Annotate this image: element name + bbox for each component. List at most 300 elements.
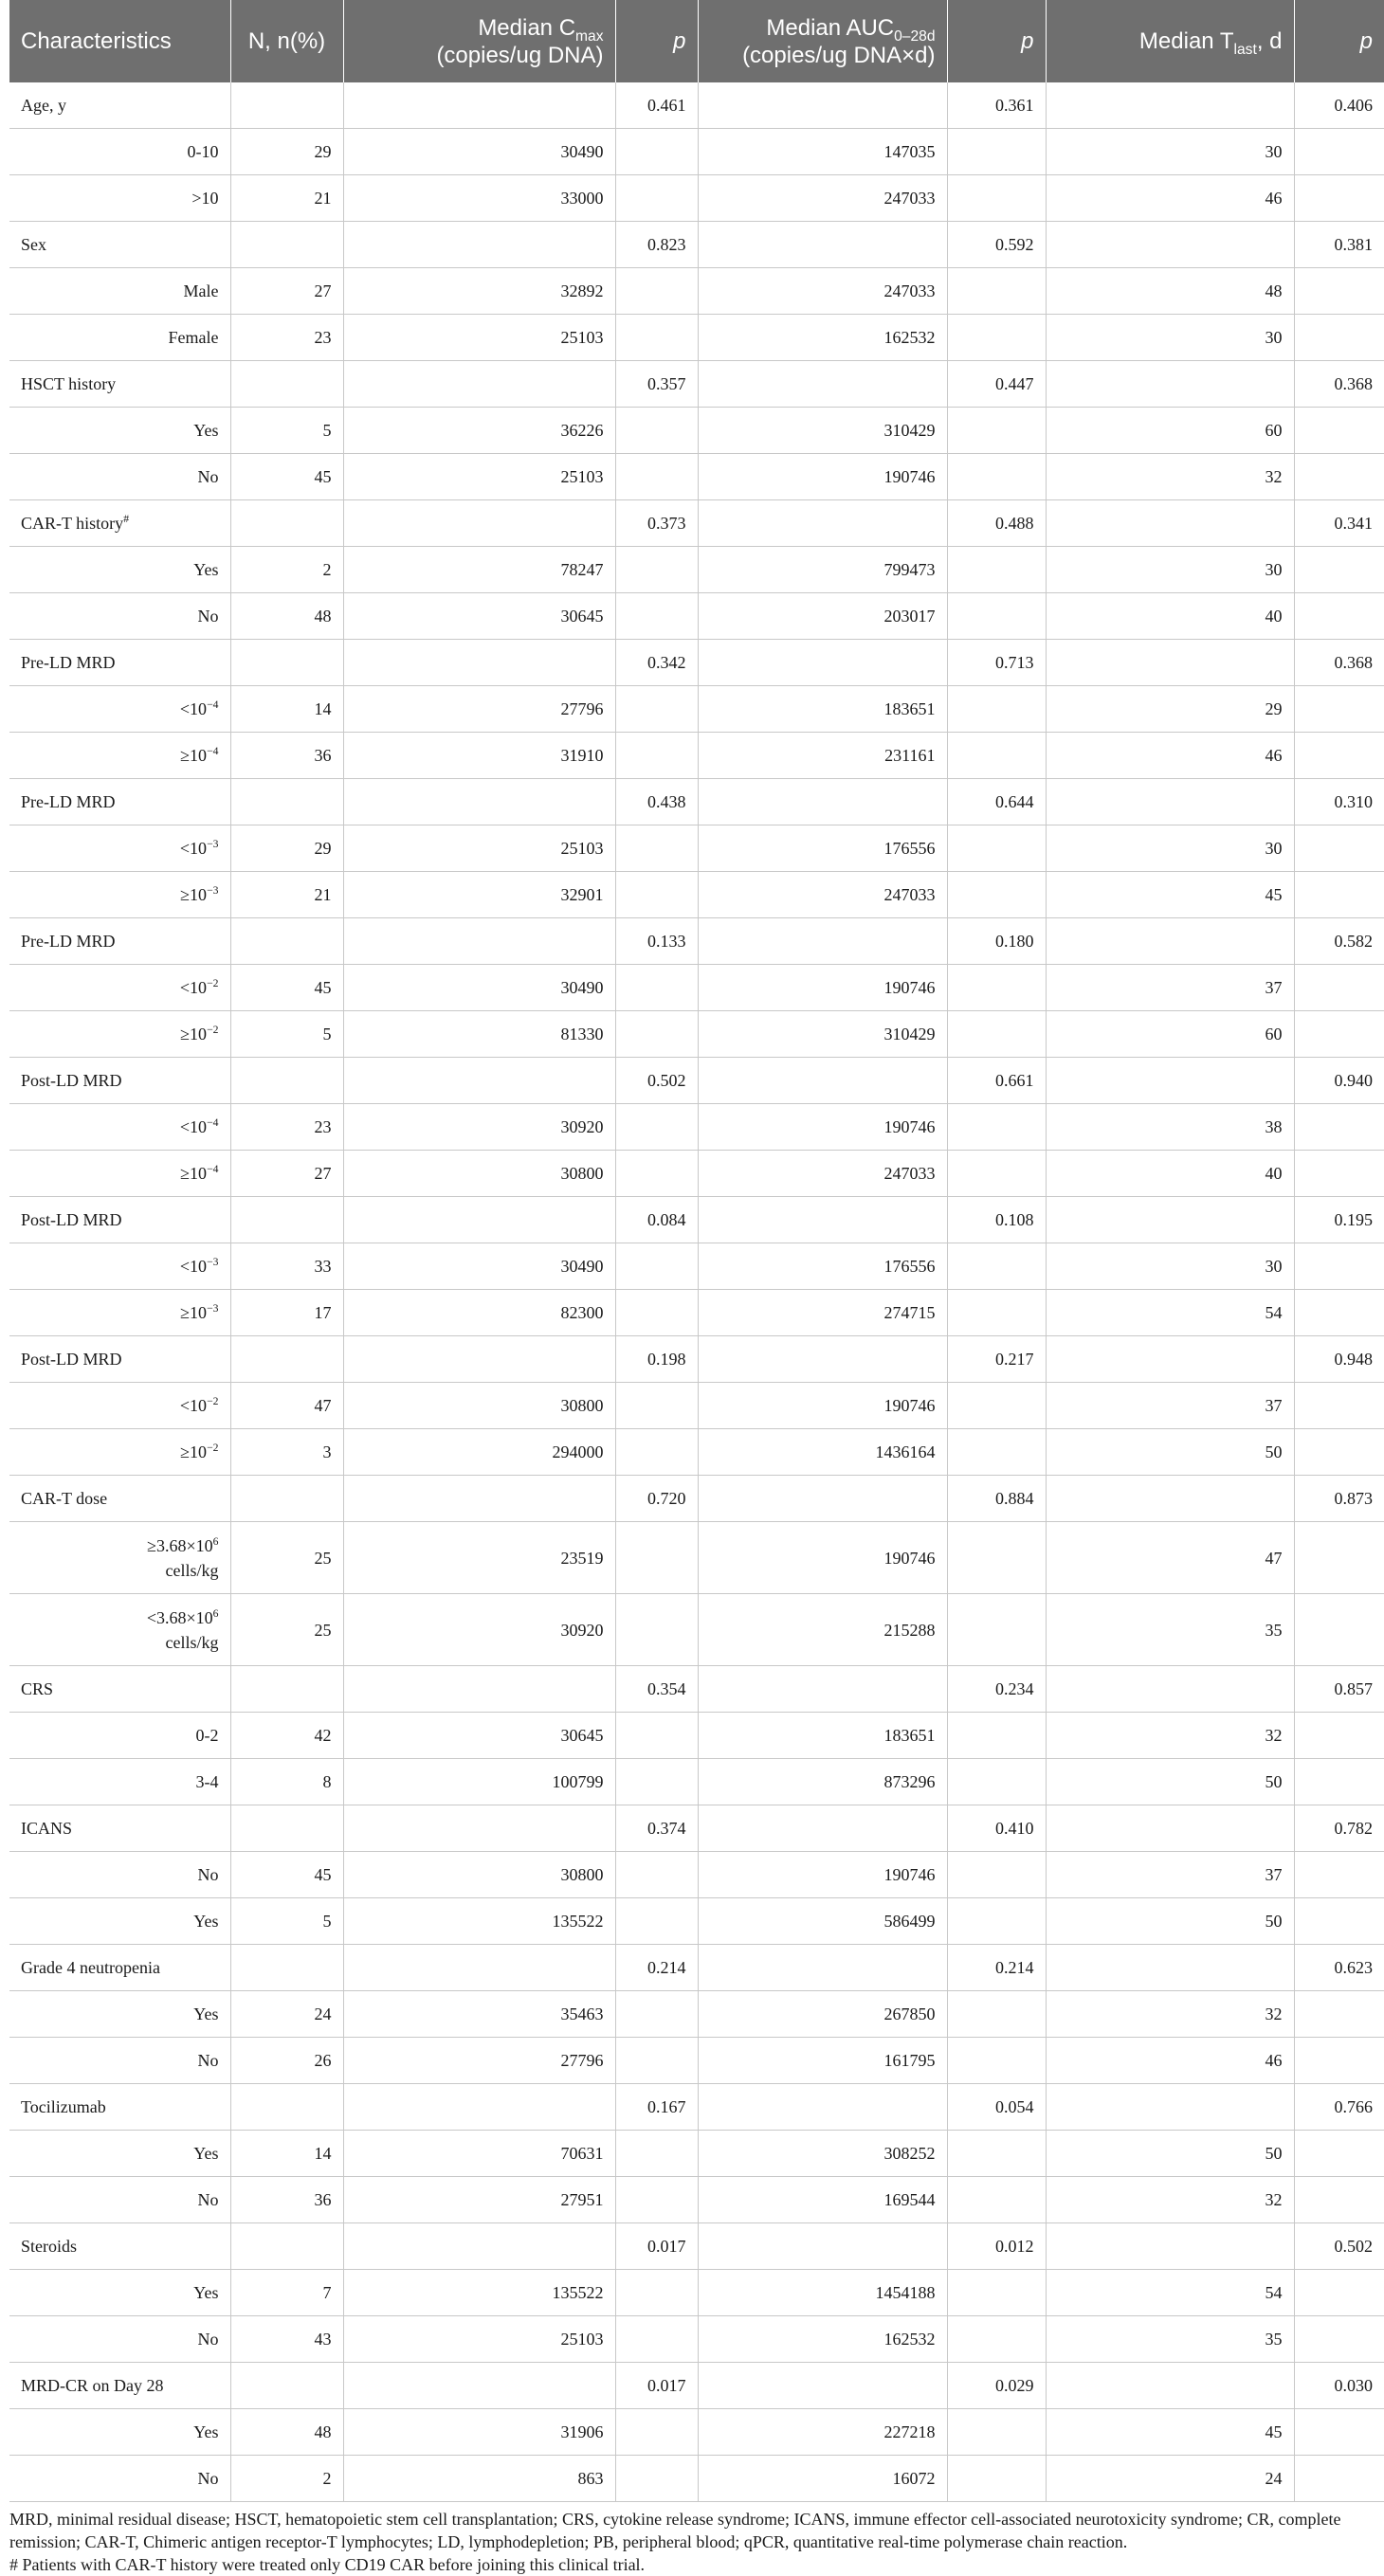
cell-auc: 169544: [698, 2177, 947, 2223]
characteristic-label: No: [197, 607, 219, 626]
cell-cmax: [343, 500, 615, 547]
cell-n: 27: [230, 268, 343, 315]
characteristic-label: ≥10: [180, 1164, 208, 1183]
cell-tlast: 60: [1046, 1011, 1294, 1058]
table-row-group: [9, 1336, 1384, 1383]
cell-characteristic: [9, 315, 230, 361]
cell-tlast: [1046, 361, 1294, 408]
characteristic-label: Grade 4 neutropenia: [21, 1958, 160, 1977]
cell-cmax: 294000: [343, 1429, 615, 1476]
characteristic-superscript: −4: [207, 1116, 219, 1129]
header-p-tlast: p: [1294, 0, 1384, 82]
cell-tlast: [1046, 779, 1294, 825]
cell-cmax: [343, 82, 615, 129]
cell-p-auc: 0.214: [947, 1945, 1046, 1991]
cell-auc: [698, 361, 947, 408]
cell-p-tlast: 0.310: [1294, 779, 1384, 825]
cell-p-cmax: [615, 965, 698, 1011]
characteristic-label: <10: [179, 699, 208, 718]
cell-p-cmax: 0.354: [615, 1666, 698, 1713]
footnote-abbreviations: MRD, minimal residual disease; HSCT, hematopoietic stem cell transplantation; CRS, cytokine release syndrome; ICANS, immune effector cell-associated neurotoxicity syndrome; CR, complete remission; CAR-T, Chimeric antigen receptor-T lymphocytes; LD, lymphodepletion; PB, peripheral blood; qPCR, quantitative real-time polymerase chain reaction.: [9, 2510, 1341, 2551]
table-row-subgroup: [9, 315, 1384, 361]
cell-p-tlast: 0.368: [1294, 640, 1384, 686]
cell-p-cmax: [615, 547, 698, 593]
table-row-group: [9, 500, 1384, 547]
cell-cmax: [343, 361, 615, 408]
cell-tlast: 29: [1046, 686, 1294, 733]
table-row-group: [9, 222, 1384, 268]
cell-auc: [698, 1805, 947, 1852]
table-container: [9, 0, 1384, 2576]
cell-p-auc: [947, 129, 1046, 175]
characteristic-label: ≥10: [180, 1442, 208, 1461]
characteristic-label: <10: [179, 839, 208, 858]
characteristic-label: CAR-T history: [21, 514, 124, 533]
cell-characteristic: [9, 593, 230, 640]
cell-p-auc: [947, 175, 1046, 222]
cell-auc: [698, 1476, 947, 1522]
cell-p-cmax: [615, 825, 698, 872]
cell-tlast: 38: [1046, 1104, 1294, 1151]
table-row-subgroup: [9, 1713, 1384, 1759]
cell-tlast: [1046, 1197, 1294, 1243]
header-p-cmax: p: [615, 0, 698, 82]
characteristic-label: Post-LD MRD: [21, 1210, 122, 1229]
cell-cmax: 70631: [343, 2131, 615, 2177]
cell-cmax: 30800: [343, 1852, 615, 1898]
characteristic-superscript: −2: [207, 1442, 219, 1454]
cell-p-cmax: [615, 408, 698, 454]
characteristic-label: 0-2: [195, 1726, 219, 1745]
cell-p-auc: 0.234: [947, 1666, 1046, 1713]
cell-p-tlast: [1294, 315, 1384, 361]
cell-tlast: [1046, 2363, 1294, 2409]
cell-characteristic: [9, 1243, 230, 1290]
cell-auc: 176556: [698, 1243, 947, 1290]
table-row-subgroup: [9, 268, 1384, 315]
cell-p-auc: [947, 547, 1046, 593]
table-row-group: [9, 918, 1384, 965]
characteristic-superscript: −3: [207, 884, 219, 897]
cell-tlast: 40: [1046, 593, 1294, 640]
cell-p-tlast: [1294, 2409, 1384, 2456]
table-row-subgroup: [9, 1852, 1384, 1898]
table-row-subgroup: [9, 733, 1384, 779]
cell-p-auc: [947, 733, 1046, 779]
cell-auc: 176556: [698, 825, 947, 872]
cell-auc: 215288: [698, 1594, 947, 1666]
cell-p-tlast: [1294, 1383, 1384, 1429]
cell-p-tlast: 0.195: [1294, 1197, 1384, 1243]
cell-cmax: 81330: [343, 1011, 615, 1058]
characteristic-label: No: [197, 467, 219, 486]
cell-cmax: 25103: [343, 825, 615, 872]
cell-auc: 190746: [698, 1104, 947, 1151]
cell-p-tlast: 0.341: [1294, 500, 1384, 547]
cell-n: 7: [230, 2270, 343, 2316]
characteristic-label: Tocilizumab: [21, 2097, 106, 2116]
cell-auc: 873296: [698, 1759, 947, 1805]
cell-p-cmax: 0.167: [615, 2084, 698, 2131]
cell-tlast: [1046, 500, 1294, 547]
cell-n: 36: [230, 2177, 343, 2223]
cell-auc: 308252: [698, 2131, 947, 2177]
cell-p-cmax: [615, 2038, 698, 2084]
characteristic-label: No: [197, 2190, 219, 2209]
cell-p-cmax: [615, 733, 698, 779]
cell-p-auc: 0.592: [947, 222, 1046, 268]
cell-tlast: 32: [1046, 454, 1294, 500]
characteristic-label: No: [197, 2469, 219, 2488]
cell-characteristic: [9, 129, 230, 175]
cell-cmax: 27796: [343, 686, 615, 733]
cell-n: 17: [230, 1290, 343, 1336]
cell-characteristic: [9, 454, 230, 500]
cell-p-auc: 0.447: [947, 361, 1046, 408]
characteristic-label: Steroids: [21, 2237, 78, 2256]
cell-tlast: 30: [1046, 1243, 1294, 1290]
cell-cmax: 31906: [343, 2409, 615, 2456]
cell-p-auc: [947, 2409, 1046, 2456]
characteristic-label: No: [197, 2330, 219, 2349]
cell-n: 29: [230, 129, 343, 175]
characteristic-label: <10: [179, 1257, 208, 1276]
table-row-subgroup: [9, 2316, 1384, 2363]
characteristic-superscript: −3: [207, 838, 219, 850]
characteristic-label: HSCT history: [21, 374, 117, 393]
cell-n: [230, 640, 343, 686]
header-cmax: Median $C_{max}$ (copies/ug DNA): [343, 0, 615, 82]
characteristic-label-line2: cells/kg: [165, 1560, 219, 1580]
characteristic-superscript: −3: [207, 1302, 219, 1315]
cell-cmax: 27951: [343, 2177, 615, 2223]
table-row-subgroup: [9, 1991, 1384, 2038]
cell-p-cmax: [615, 175, 698, 222]
cell-characteristic: [9, 640, 230, 686]
cell-p-tlast: [1294, 129, 1384, 175]
characteristic-label: CRS: [21, 1679, 54, 1698]
cell-n: [230, 1058, 343, 1104]
cell-p-auc: [947, 2177, 1046, 2223]
cell-characteristic: [9, 1290, 230, 1336]
cell-p-cmax: [615, 1290, 698, 1336]
cell-cmax: [343, 1336, 615, 1383]
cell-characteristic: [9, 1945, 230, 1991]
cell-characteristic: [9, 2456, 230, 2502]
characteristic-label: Age, y: [21, 96, 66, 115]
characteristic-superscript: #: [123, 513, 130, 525]
cell-tlast: [1046, 640, 1294, 686]
cell-p-cmax: [615, 1151, 698, 1197]
cell-p-tlast: 0.940: [1294, 1058, 1384, 1104]
cell-p-cmax: [615, 2409, 698, 2456]
table-row-subgroup: [9, 454, 1384, 500]
cell-cmax: [343, 1058, 615, 1104]
cell-p-tlast: 0.502: [1294, 2223, 1384, 2270]
cell-p-tlast: [1294, 1898, 1384, 1945]
cell-n: 27: [230, 1151, 343, 1197]
cell-n: [230, 2223, 343, 2270]
cell-p-cmax: 0.461: [615, 82, 698, 129]
cell-n: 5: [230, 408, 343, 454]
cell-p-auc: [947, 1594, 1046, 1666]
cell-auc: 586499: [698, 1898, 947, 1945]
cell-n: 33: [230, 1243, 343, 1290]
characteristic-label: <10: [179, 978, 208, 997]
cell-cmax: [343, 1476, 615, 1522]
cell-auc: 310429: [698, 408, 947, 454]
cell-n: 25: [230, 1594, 343, 1666]
cell-cmax: [343, 779, 615, 825]
cell-cmax: [343, 1197, 615, 1243]
cell-p-auc: 0.488: [947, 500, 1046, 547]
cell-characteristic: [9, 1197, 230, 1243]
cell-auc: 190746: [698, 1522, 947, 1594]
cell-characteristic: [9, 2270, 230, 2316]
cell-characteristic: [9, 825, 230, 872]
cell-auc: 227218: [698, 2409, 947, 2456]
cell-p-cmax: [615, 686, 698, 733]
cell-auc: 1436164: [698, 1429, 947, 1476]
cell-p-tlast: 0.030: [1294, 2363, 1384, 2409]
table-row-subgroup: [9, 1383, 1384, 1429]
characteristic-superscript: 6: [212, 1606, 219, 1620]
cell-p-tlast: [1294, 2316, 1384, 2363]
cell-p-auc: 0.108: [947, 1197, 1046, 1243]
cell-auc: 161795: [698, 2038, 947, 2084]
characteristic-label: 3-4: [195, 1772, 219, 1791]
cell-cmax: 31910: [343, 733, 615, 779]
cell-p-auc: [947, 2270, 1046, 2316]
cell-n: [230, 1666, 343, 1713]
cell-p-auc: [947, 872, 1046, 918]
cell-p-auc: [947, 1011, 1046, 1058]
cell-auc: [698, 2084, 947, 2131]
characteristic-label: MRD-CR on Day 28: [21, 2376, 164, 2395]
cell-tlast: 30: [1046, 547, 1294, 593]
cell-p-auc: [947, 2038, 1046, 2084]
characteristic-label: Yes: [193, 560, 219, 579]
cell-tlast: 50: [1046, 1759, 1294, 1805]
cell-characteristic: [9, 872, 230, 918]
cell-auc: 190746: [698, 965, 947, 1011]
cell-n: [230, 1197, 343, 1243]
cell-p-auc: 0.644: [947, 779, 1046, 825]
cell-characteristic: [9, 686, 230, 733]
cell-p-cmax: [615, 2270, 698, 2316]
header-row: [9, 0, 1384, 82]
cell-p-tlast: 0.368: [1294, 361, 1384, 408]
cell-characteristic: [9, 1594, 230, 1666]
cell-p-tlast: [1294, 1290, 1384, 1336]
cell-p-cmax: 0.017: [615, 2223, 698, 2270]
cell-tlast: [1046, 2223, 1294, 2270]
header-p-auc: p: [947, 0, 1046, 82]
cell-cmax: 25103: [343, 2316, 615, 2363]
cell-characteristic: [9, 1383, 230, 1429]
cell-p-tlast: [1294, 1522, 1384, 1594]
cell-tlast: 37: [1046, 1383, 1294, 1429]
cell-characteristic: [9, 1666, 230, 1713]
cell-auc: 162532: [698, 2316, 947, 2363]
table-footnotes: [9, 2508, 1384, 2576]
cell-characteristic: [9, 175, 230, 222]
cell-tlast: [1046, 82, 1294, 129]
header-tlast: Median $T_{last}$, d: [1046, 0, 1294, 82]
table-row-subgroup: [9, 1429, 1384, 1476]
cell-n: 45: [230, 965, 343, 1011]
cell-cmax: [343, 2084, 615, 2131]
cell-characteristic: [9, 1104, 230, 1151]
cell-p-cmax: 0.438: [615, 779, 698, 825]
characteristic-superscript: −4: [207, 698, 219, 711]
table-row-subgroup: [9, 1151, 1384, 1197]
cell-characteristic: [9, 408, 230, 454]
cell-n: 25: [230, 1522, 343, 1594]
cell-cmax: 135522: [343, 1898, 615, 1945]
characteristic-label-line2: cells/kg: [165, 1632, 219, 1652]
cell-n: [230, 500, 343, 547]
cell-p-auc: 0.180: [947, 918, 1046, 965]
footnote-cart-history: # Patients with CAR-T history were treated only CD19 CAR before joining this clinical trial.: [9, 2555, 646, 2574]
cell-n: 2: [230, 547, 343, 593]
cell-p-tlast: [1294, 1991, 1384, 2038]
cell-p-auc: [947, 268, 1046, 315]
table-row-group: [9, 2084, 1384, 2131]
table-row-subgroup: [9, 2038, 1384, 2084]
cell-p-auc: 0.217: [947, 1336, 1046, 1383]
cell-tlast: 24: [1046, 2456, 1294, 2502]
table-row-subgroup: [9, 872, 1384, 918]
cell-tlast: [1046, 1805, 1294, 1852]
cell-p-tlast: 0.623: [1294, 1945, 1384, 1991]
cell-auc: 231161: [698, 733, 947, 779]
cell-p-tlast: 0.381: [1294, 222, 1384, 268]
cell-tlast: 46: [1046, 175, 1294, 222]
cell-auc: [698, 222, 947, 268]
cell-p-cmax: [615, 2131, 698, 2177]
cell-p-tlast: [1294, 2177, 1384, 2223]
cell-n: 45: [230, 454, 343, 500]
characteristic-superscript: −4: [207, 1163, 219, 1175]
table-row-subgroup: [9, 129, 1384, 175]
cell-p-tlast: [1294, 547, 1384, 593]
cell-p-auc: [947, 825, 1046, 872]
cell-p-tlast: [1294, 686, 1384, 733]
cell-cmax: 32901: [343, 872, 615, 918]
cell-auc: 310429: [698, 1011, 947, 1058]
cell-p-tlast: [1294, 175, 1384, 222]
cell-auc: [698, 82, 947, 129]
cell-characteristic: [9, 2084, 230, 2131]
cell-p-cmax: 0.373: [615, 500, 698, 547]
table-row-subgroup: [9, 965, 1384, 1011]
characteristic-superscript: −2: [207, 1395, 219, 1407]
cell-characteristic: [9, 547, 230, 593]
cell-auc: 190746: [698, 454, 947, 500]
cell-auc: [698, 2363, 947, 2409]
cell-cmax: 27796: [343, 2038, 615, 2084]
cell-n: 2: [230, 2456, 343, 2502]
cell-characteristic: [9, 268, 230, 315]
characteristics-table: [9, 0, 1384, 2502]
cell-tlast: [1046, 222, 1294, 268]
table-row-group: [9, 779, 1384, 825]
cell-tlast: 50: [1046, 1898, 1294, 1945]
cell-p-tlast: [1294, 1104, 1384, 1151]
cell-cmax: [343, 640, 615, 686]
cell-cmax: [343, 2363, 615, 2409]
cell-tlast: 47: [1046, 1522, 1294, 1594]
header-characteristics: Characteristics: [9, 0, 230, 82]
cell-auc: [698, 2223, 947, 2270]
table-body: [9, 82, 1384, 2502]
table-row-group: [9, 1945, 1384, 1991]
cell-cmax: 32892: [343, 268, 615, 315]
cell-p-cmax: [615, 1713, 698, 1759]
cell-p-auc: [947, 1151, 1046, 1197]
cell-tlast: [1046, 1476, 1294, 1522]
cell-cmax: [343, 1666, 615, 1713]
cell-p-auc: [947, 1522, 1046, 1594]
cell-auc: 247033: [698, 872, 947, 918]
cell-p-tlast: [1294, 1243, 1384, 1290]
cell-characteristic: [9, 2316, 230, 2363]
characteristic-label: ≥10: [180, 1303, 208, 1322]
table-row-group: [9, 1197, 1384, 1243]
cell-p-cmax: 0.133: [615, 918, 698, 965]
cell-cmax: [343, 2223, 615, 2270]
cell-cmax: 25103: [343, 315, 615, 361]
cell-characteristic: [9, 1476, 230, 1522]
cell-p-auc: 0.054: [947, 2084, 1046, 2131]
cell-n: 23: [230, 1104, 343, 1151]
table-row-subgroup: [9, 1011, 1384, 1058]
cell-auc: 247033: [698, 268, 947, 315]
cell-p-auc: 0.661: [947, 1058, 1046, 1104]
cell-characteristic: [9, 1011, 230, 1058]
cell-characteristic: [9, 965, 230, 1011]
characteristic-label: <10: [179, 1396, 208, 1415]
cell-characteristic: [9, 2131, 230, 2177]
cell-p-auc: [947, 454, 1046, 500]
characteristic-superscript: −4: [207, 745, 219, 757]
cell-p-cmax: [615, 1429, 698, 1476]
cell-p-cmax: 0.823: [615, 222, 698, 268]
cell-tlast: [1046, 918, 1294, 965]
characteristic-label: ≥10: [180, 1025, 208, 1043]
cell-p-tlast: [1294, 2456, 1384, 2502]
table-row-group: [9, 1805, 1384, 1852]
cell-p-auc: 0.029: [947, 2363, 1046, 2409]
cell-cmax: 33000: [343, 175, 615, 222]
table-row-subgroup: [9, 2131, 1384, 2177]
cell-tlast: 30: [1046, 129, 1294, 175]
table-row-subgroup: [9, 1759, 1384, 1805]
cell-characteristic: [9, 1805, 230, 1852]
cell-characteristic: [9, 500, 230, 547]
cell-tlast: [1046, 1666, 1294, 1713]
cell-p-auc: [947, 965, 1046, 1011]
cell-p-cmax: [615, 1104, 698, 1151]
characteristic-label: Yes: [193, 1912, 219, 1931]
cell-cmax: 30490: [343, 1243, 615, 1290]
table-row-subgroup: [9, 1522, 1384, 1594]
cell-p-auc: 0.884: [947, 1476, 1046, 1522]
cell-p-tlast: 0.782: [1294, 1805, 1384, 1852]
cell-p-tlast: [1294, 593, 1384, 640]
characteristic-label: Yes: [193, 421, 219, 440]
